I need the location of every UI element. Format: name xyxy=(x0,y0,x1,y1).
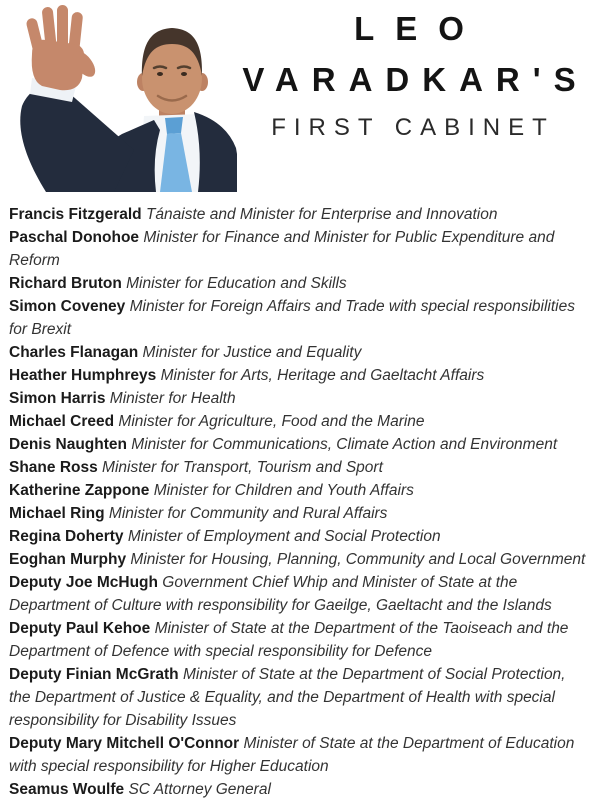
minister-role: Minister for Communications, Climate Action and Environment xyxy=(131,436,558,453)
cabinet-entry xyxy=(9,502,590,525)
minister-role: Minister of State at the Department of the Taoiseach and the Department of Defence with special responsibility for Defence xyxy=(9,620,569,660)
minister-role: Minister for Finance and Minister for Public Expenditure and Reform xyxy=(9,229,555,269)
cabinet-entry xyxy=(9,548,590,571)
cabinet-entry xyxy=(9,433,590,456)
title-varadkars: VARADKAR'S xyxy=(242,61,589,98)
minister-name: Seamus Woulfe xyxy=(9,781,125,798)
minister-role: Minister for Justice and Equality xyxy=(142,344,362,361)
minister-role: Minister for Children and Youth Affairs xyxy=(153,482,414,499)
cabinet-entry xyxy=(9,617,590,663)
minister-name: Heather Humphreys xyxy=(9,367,157,384)
waving-man-illustration xyxy=(2,2,237,192)
minister-role: SC Attorney General xyxy=(128,781,271,798)
minister-role: Minister of Employment and Social Protection xyxy=(127,528,441,545)
minister-name: Katherine Zappone xyxy=(9,482,150,499)
cabinet-entry xyxy=(9,387,590,410)
minister-name: Deputy Mary Mitchell O'Connor xyxy=(9,735,240,752)
cabinet-entry xyxy=(9,364,590,387)
cabinet-entry xyxy=(9,341,590,364)
minister-role: Minister for Education and Skills xyxy=(126,275,347,292)
cabinet-entry xyxy=(9,410,590,433)
minister-name: Michael Creed xyxy=(9,413,115,430)
minister-role: Minister for Housing, Planning, Community and Local Government xyxy=(130,551,586,568)
minister-name: Simon Harris xyxy=(9,390,106,407)
minister-name: Simon Coveney xyxy=(9,298,126,315)
minister-name: Richard Bruton xyxy=(9,275,122,292)
leo-varadkar-photo xyxy=(2,2,237,192)
minister-role: Minister for Foreign Affairs and Trade with special responsibilities for Brexit xyxy=(9,298,575,338)
minister-name: Charles Flanagan xyxy=(9,344,139,361)
cabinet-entry xyxy=(9,778,590,801)
minister-name: Denis Naughten xyxy=(9,436,127,453)
cabinet-entry xyxy=(9,456,590,479)
minister-role: Minister for Agriculture, Food and the Marine xyxy=(118,413,425,430)
minister-name: Deputy Joe McHugh xyxy=(9,574,158,591)
cabinet-entry xyxy=(9,272,590,295)
minister-name: Regina Doherty xyxy=(9,528,124,545)
minister-name: Shane Ross xyxy=(9,459,98,476)
minister-name: Michael Ring xyxy=(9,505,105,522)
subtitle-first-cabinet: FIRST CABINET xyxy=(271,114,555,141)
minister-role: Tánaiste and Minister for Enterprise and Innovation xyxy=(145,206,498,223)
header xyxy=(0,0,600,196)
cabinet-entry xyxy=(9,479,590,502)
minister-role: Minister for Community and Rural Affairs xyxy=(108,505,388,522)
minister-role: Minister of State at the Department of Education with special responsibility for Higher Education xyxy=(9,735,575,775)
minister-role: Minister of State at the Department of Social Protection, the Department of Justice & Equality, and the Department of Health with special responsibility for Disability Issues xyxy=(9,666,566,729)
minister-name: Francis Fitzgerald xyxy=(9,206,142,223)
minister-name: Deputy Paul Kehoe xyxy=(9,620,151,637)
cabinet-entry xyxy=(9,663,590,732)
cabinet-entry xyxy=(9,525,590,548)
cabinet-entry xyxy=(9,203,590,226)
cabinet-list xyxy=(0,196,600,801)
minister-role: Minister for Transport, Tourism and Sport xyxy=(102,459,383,476)
minister-role: Minister for Arts, Heritage and Gaeltacht Affairs xyxy=(160,367,485,384)
minister-name: Deputy Finian McGrath xyxy=(9,666,179,683)
cabinet-entry xyxy=(9,732,590,778)
cabinet-entry xyxy=(9,226,590,272)
minister-name: Paschal Donohoe xyxy=(9,229,140,246)
title-leo: LEO xyxy=(354,10,485,47)
minister-role: Government Chief Whip and Minister of State at the Department of Culture with responsibility for Gaeilge, Gaeltacht and the Islands xyxy=(9,574,552,614)
minister-name: Eoghan Murphy xyxy=(9,551,127,568)
minister-role: Minister for Health xyxy=(109,390,236,407)
title-block xyxy=(220,12,598,140)
cabinet-entry xyxy=(9,571,590,617)
cabinet-entry xyxy=(9,295,590,341)
